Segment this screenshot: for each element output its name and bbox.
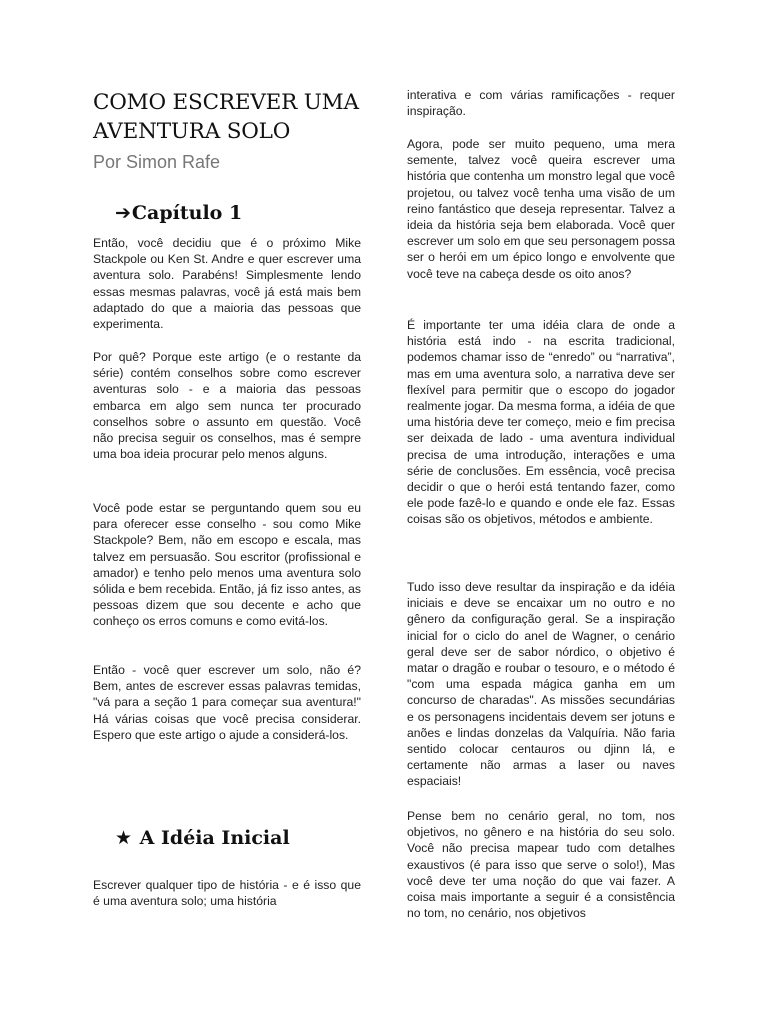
section-heading-initial-idea [115, 825, 290, 851]
paragraph: Então - você quer escrever um solo, não é? Bem, antes de escrever essas palavras temidas, "vá para a seção 1 para começar sua aventura!" Há várias coisas que você precisa considerar. Espero que este artigo o ajude a considerá-los. [93, 663, 361, 742]
paragraph: Pense bem no cenário geral, no tom, nos objetivos, no gênero e na história do seu solo. Você não precisa mapear tudo com detalhes exaustivos (é para isso que serve o solo!), Mas você deve ter uma noção do que vai fazer. A coisa mais importante a seguir é a consistência no tom, no cenário, nos objetivos [407, 809, 675, 921]
star-icon: ★ [115, 827, 133, 849]
paragraph: interativa e com várias ramificações - requer inspiração. [407, 88, 675, 119]
paragraph: Por quê? Porque este artigo (e o restante da série) contém conselhos sobre como escrever aventuras solo - e a maioria das pessoas embarca em algo sem nunca ter procurado conselhos sobre o assunto em questão. Você não precisa seguir os conselhos, mas é sempre uma boa ideia procurar pelo menos alguns. [93, 350, 361, 462]
author-byline: Por Simon Rafe [93, 152, 221, 172]
paragraph: Tudo isso deve resultar da inspiração e da idéia iniciais e deve se encaixar um no outro e no gênero da configuração geral. Se a inspiração inicial for o ciclo do anel de Wagner, o cenário geral deve ser de sabor nórdico, o objetivo é matar o dragão e roubar o tesouro, e o método é "com uma espada mágica ganha em um concurso de charadas". As missões secundárias e os personagens incidentais devem ser jotuns e anões e lindas donzelas da Valquíria. Não faria sentido colocar centauros ou djinn lá, e certamente não armas a laser ou naves espaciais! [407, 580, 675, 789]
paragraph: Escrever qualquer tipo de história - e é isso que é uma aventura solo; uma história [93, 878, 361, 909]
section-heading-chapter-1 [115, 200, 242, 226]
paragraph: Então, você decidiu que é o próximo Mike Stackpole ou Ken St. Andre e quer escrever uma aventura solo. Parabéns! Simplesmente lendo essas mesmas palavras, você já está mais bem adaptado do que a maioria das pessoas que experimenta. [93, 236, 361, 332]
page-title: COMO ESCREVER UMA AVENTURA SOLO [93, 90, 359, 144]
section-heading-label: A Idéia Inicial [139, 827, 290, 849]
paragraph: Agora, pode ser muito pequeno, uma mera semente, talvez você queira escrever uma história que contenha um monstro legal que você projetou, ou talvez você tenha uma visão de um reino fantástico que deseja representar. Talvez a ideia da história seja bem elaborada. Você quer escrever um solo em que seu personagem possa ser o herói em um épico longo e envolvente que você teve na cabeça desde os oito anos? [407, 137, 675, 281]
section-heading-label: Capítulo 1 [131, 202, 243, 224]
paragraph: É importante ter uma idéia clara de onde a história está indo - na escrita tradicional, podemos chamar isso de “enredo” ou “narrativa”, mas em uma aventura solo, a narrativa deve ser flexível para permitir que o escopo do jogador realmente jogar. Da mesma forma, a idéia de que uma história deve ter começo, meio e fim precisa ser deixada de lado - uma aventura individual precisa de uma introdução, interações e uma série de conclusões. Em essência, você precisa decidir o que o herói está tentando fazer, como ele pode fazê-lo e quando e onde ele faz. Essas coisas são os objetivos, métodos e ambiente. [407, 318, 675, 527]
arrow-right-icon: ➔ [115, 202, 131, 224]
paragraph: Você pode estar se perguntando quem sou eu para oferecer esse conselho - sou como Mike Stackpole? Bem, não em escopo e escala, mas talvez em persuasão. Sou escritor (profissional e amador) e tenho pelo menos uma aventura solo sólida e bem recebida. Então, já fiz isso antes, as pessoas dizem que sou decente e acho que conheço os erros comuns e como evitá-los. [93, 501, 361, 629]
